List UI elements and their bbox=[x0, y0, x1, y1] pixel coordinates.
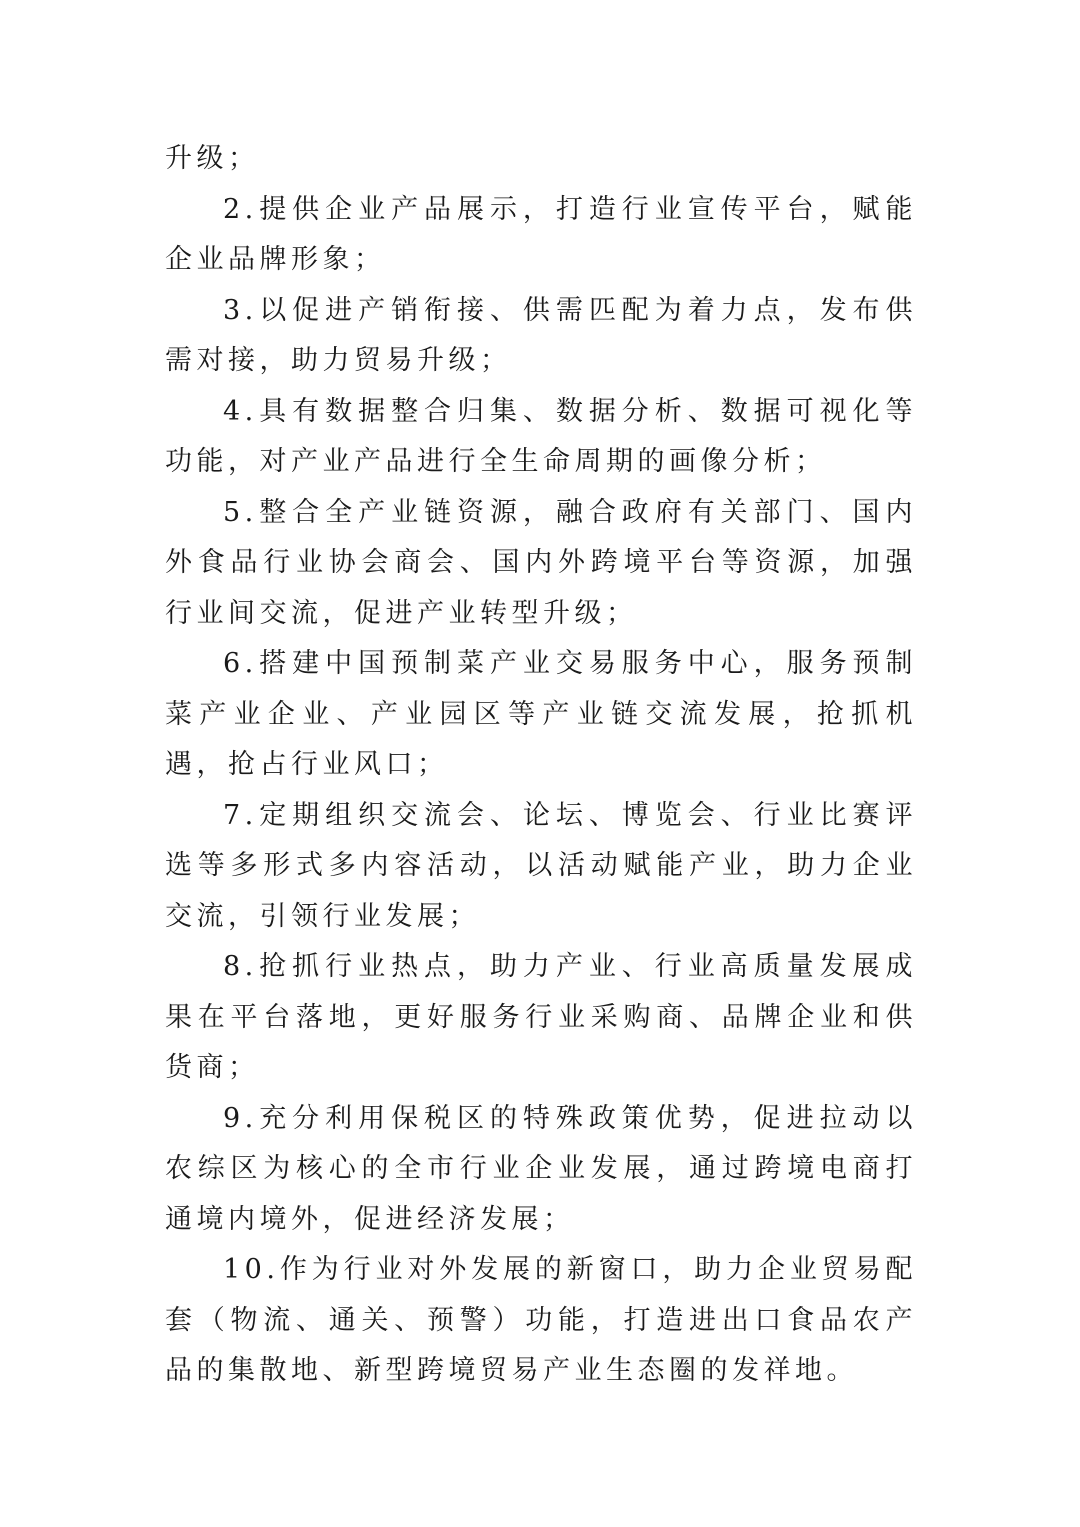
list-item-5: 5.整合全产业链资源，融合政府有关部门、国内外食品行业协会商会、国内外跨境平台等资源，加强行业间交流，促进产业转型升级； bbox=[165, 496, 917, 629]
list-item-4: 4.具有数据整合归集、数据分析、数据可视化等功能，对产业产品进行全生命周期的画像分析； bbox=[165, 395, 917, 477]
paragraph-continuation: 升级； bbox=[165, 143, 260, 174]
document-body bbox=[165, 134, 917, 1397]
list-item-6: 6.搭建中国预制菜产业交易服务中心，服务预制菜产业企业、产业园区等产业链交流发展，抢抓机遇，抢占行业风口； bbox=[165, 648, 917, 780]
list-item-7: 7.定期组织交流会、论坛、博览会、行业比赛评选等多形式多内容活动，以活动赋能产业，助力企业交流，引领行业发展； bbox=[165, 799, 917, 932]
list-item-9: 9.充分利用保税区的特殊政策优势，促进拉动以农综区为核心的全市行业企业发展，通过跨境电商打通境内境外，促进经济发展； bbox=[165, 1102, 917, 1235]
list-item-10: 10.作为行业对外发展的新窗口，助力企业贸易配套（物流、通关、预警）功能，打造进出口食品农产品的集散地、新型跨境贸易产业生态圈的发祥地。 bbox=[165, 1254, 917, 1386]
list-item-8: 8.抢抓行业热点，助力产业、行业高质量发展成果在平台落地，更好服务行业采购商、品牌企业和供货商； bbox=[165, 951, 917, 1083]
list-item-2: 2.提供企业产品展示，打造行业宣传平台，赋能企业品牌形象； bbox=[165, 193, 917, 275]
list-item-3: 3.以促进产销衔接、供需匹配为着力点，发布供需对接，助力贸易升级； bbox=[165, 294, 917, 376]
